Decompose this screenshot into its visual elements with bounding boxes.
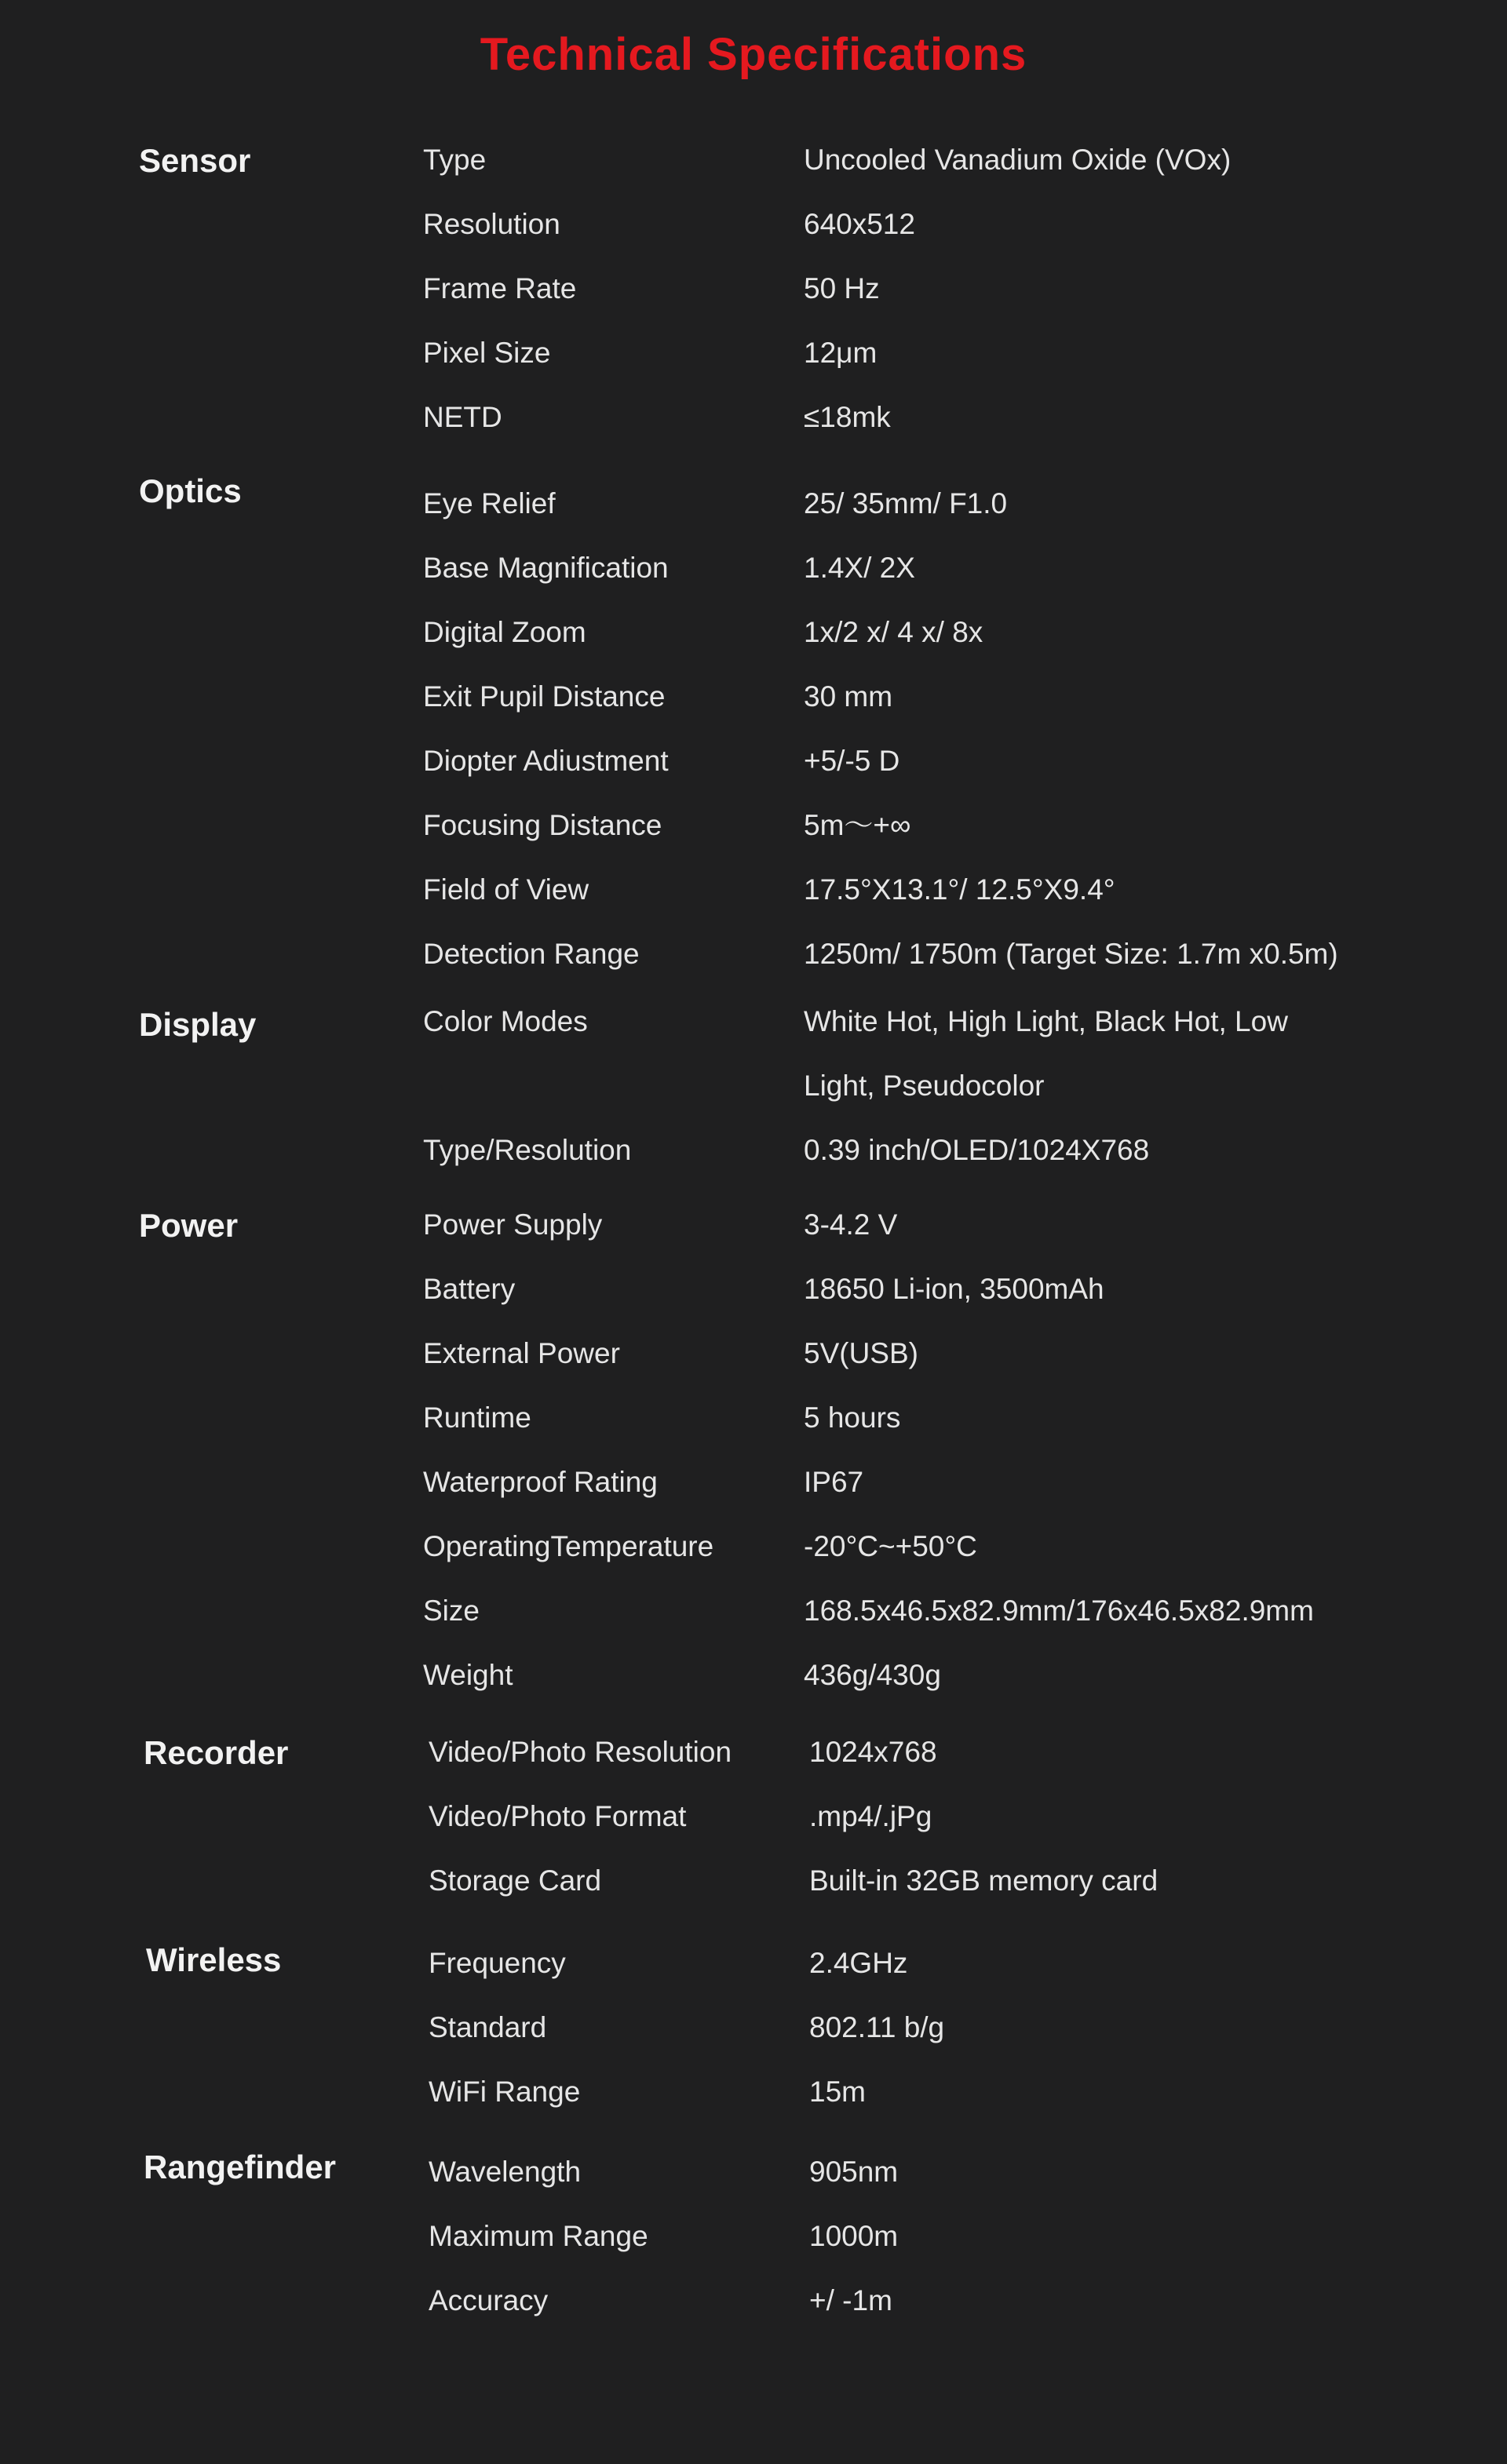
spec-value: 2.4GHz [809, 1947, 908, 1979]
spec-label: Digital Zoom [423, 616, 586, 648]
spec-value: 1250m/ 1750m (Target Size: 1.7m x0.5m) [804, 938, 1338, 970]
spec-label: Video/Photo Resolution [429, 1736, 732, 1768]
spec-row [0, 793, 1507, 858]
spec-row [0, 257, 1507, 321]
spec-label: Accuracy [429, 2284, 549, 2316]
spec-label: Runtime [423, 1401, 531, 1434]
spec-row [0, 2204, 1507, 2269]
spec-value: 18650 Li-ion, 3500mAh [804, 1273, 1104, 1305]
spec-label: Storage Card [429, 1864, 602, 1897]
spec-label: WiFi Range [429, 2076, 581, 2108]
spec-row [0, 1514, 1507, 1579]
spec-label: Frame Rate [423, 272, 577, 304]
section-title: Wireless [146, 1941, 282, 1978]
spec-value: 3-4.2 V [804, 1208, 898, 1241]
spec-row [0, 536, 1507, 600]
spec-label: Eye Relief [423, 487, 556, 519]
spec-label: Detection Range [423, 938, 640, 970]
spec-row [0, 1931, 1507, 1996]
spec-row [0, 1996, 1507, 2060]
spec-label: Waterproof Rating [423, 1466, 658, 1498]
spec-row [0, 1643, 1507, 1708]
spec-value: 436g/430g [804, 1659, 941, 1691]
spec-value: 0.39 inch/OLED/1024X768 [804, 1134, 1150, 1166]
spec-label: Pixel Size [423, 337, 551, 369]
spec-row [0, 1257, 1507, 1321]
spec-value: 25/ 35mm/ F1.0 [804, 487, 1008, 519]
spec-value: 5m～+∞ [804, 809, 911, 841]
section-title: Recorder [144, 1734, 289, 1771]
spec-value: 1x/2 x/ 4 x/ 8x [804, 616, 983, 648]
spec-row [0, 1784, 1507, 1849]
spec-value: 168.5x46.5x82.9mm/176x46.5x82.9mm [804, 1595, 1314, 1627]
spec-label: Maximum Range [429, 2220, 648, 2252]
spec-value: 1024x768 [809, 1736, 937, 1768]
spec-row [0, 990, 1507, 1118]
spec-row [0, 2060, 1507, 2124]
spec-label: Field of View [423, 873, 589, 906]
spec-value: +/ -1m [809, 2284, 892, 2316]
spec-value: 802.11 b/g [809, 2011, 945, 2043]
spec-value: -20°C~+50°C [804, 1530, 977, 1562]
spec-value: White Hot, High Light, Black Hot, Low Light, Pseudocolor [804, 1005, 1288, 1102]
spec-row [0, 1450, 1507, 1514]
spec-value: 5 hours [804, 1401, 901, 1434]
spec-value: 15m [809, 2076, 866, 2108]
spec-label: Battery [423, 1273, 516, 1305]
section-title: Optics [139, 472, 242, 509]
spec-row [0, 1193, 1507, 1257]
spec-value: 1.4X/ 2X [804, 552, 915, 584]
spec-label: Diopter Adiustment [423, 745, 669, 777]
spec-value: IP67 [804, 1466, 864, 1498]
spec-label: Standard [429, 2011, 547, 2043]
spec-label: Frequency [429, 1947, 566, 1979]
spec-label: Focusing Distance [423, 809, 662, 841]
spec-row [0, 1118, 1507, 1183]
spec-row [0, 192, 1507, 257]
spec-label: Base Magnification [423, 552, 669, 584]
spec-value: 5V(USB) [804, 1337, 918, 1369]
spec-value: 905nm [809, 2156, 899, 2188]
spec-value: 30 mm [804, 680, 893, 713]
spec-label: External Power [423, 1337, 620, 1369]
spec-row [0, 2140, 1507, 2204]
spec-value: .mp4/.jPg [809, 1800, 932, 1832]
section-title: Display [139, 1006, 257, 1043]
spec-row [0, 1849, 1507, 1913]
spec-value: ≤18mk [804, 401, 891, 433]
spec-value: 50 Hz [804, 272, 880, 304]
spec-label: Video/Photo Format [429, 1800, 687, 1832]
spec-value: 640x512 [804, 208, 915, 240]
spec-value: 1000m [809, 2220, 899, 2252]
section-title: Sensor [139, 142, 251, 179]
spec-label: Weight [423, 1659, 513, 1691]
spec-label: Wavelength [429, 2156, 582, 2188]
spec-label: Resolution [423, 208, 560, 240]
spec-label: Exit Pupil Distance [423, 680, 666, 713]
spec-row [0, 922, 1507, 986]
spec-label: Type [423, 144, 487, 176]
section-title: Power [139, 1207, 239, 1244]
section-title: Rangefinder [144, 2149, 337, 2185]
spec-row [0, 321, 1507, 385]
spec-row [0, 472, 1507, 536]
spec-label: Size [423, 1595, 480, 1627]
spec-label: OperatingTemperature [423, 1530, 714, 1562]
spec-label: NETD [423, 401, 502, 433]
spec-row [0, 2269, 1507, 2333]
spec-value: 17.5°X13.1°/ 12.5°X9.4° [804, 873, 1115, 906]
spec-row [0, 858, 1507, 922]
spec-value: 12μm [804, 337, 878, 369]
spec-row [0, 1579, 1507, 1643]
spec-row [0, 385, 1507, 450]
spec-row [0, 1321, 1507, 1386]
spec-label: Type/Resolution [423, 1134, 632, 1166]
spec-value: Uncooled Vanadium Oxide (VOx) [804, 144, 1232, 176]
spec-label: Color Modes [423, 1005, 588, 1037]
spec-value: Built-in 32GB memory card [809, 1864, 1159, 1897]
spec-row [0, 1386, 1507, 1450]
spec-row [0, 729, 1507, 793]
page-title: Technical Specifications [480, 29, 1027, 80]
spec-row [0, 665, 1507, 729]
spec-row [0, 128, 1507, 192]
spec-row [0, 600, 1507, 665]
spec-row [0, 1720, 1507, 1784]
spec-value: +5/-5 D [804, 745, 900, 777]
spec-label: Power Supply [423, 1208, 603, 1241]
